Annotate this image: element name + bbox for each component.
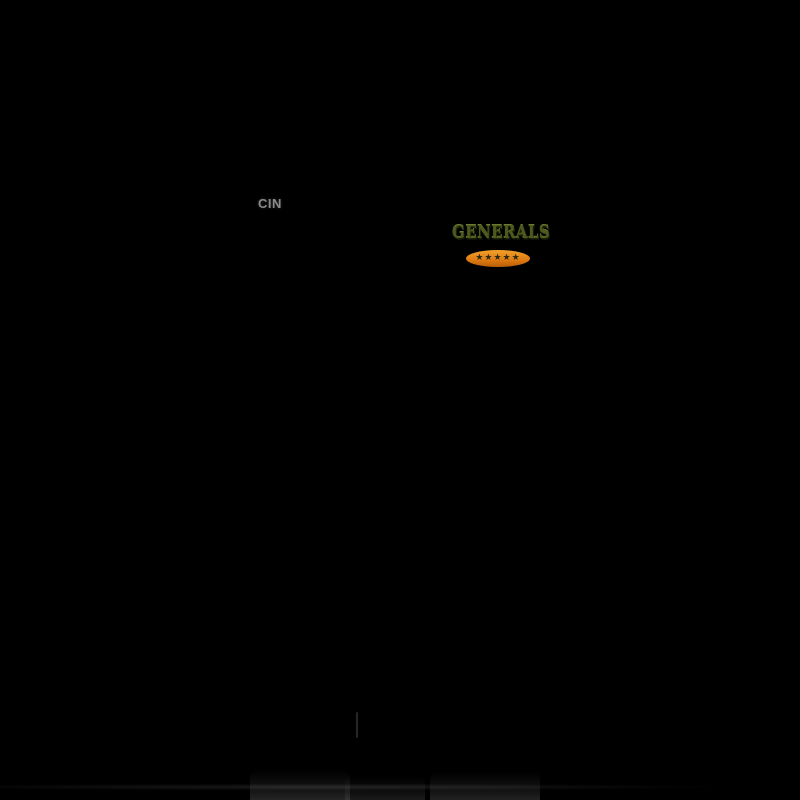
five-stars-icon: ★★★★★ xyxy=(475,253,521,263)
garment-seam xyxy=(356,712,358,738)
faint-text-mark: CIN xyxy=(258,196,282,211)
logo-oval-badge xyxy=(466,250,530,267)
generals-logo xyxy=(452,222,551,274)
generals-wordmark: GENERALS xyxy=(452,222,551,243)
hem-highlight xyxy=(0,783,800,791)
